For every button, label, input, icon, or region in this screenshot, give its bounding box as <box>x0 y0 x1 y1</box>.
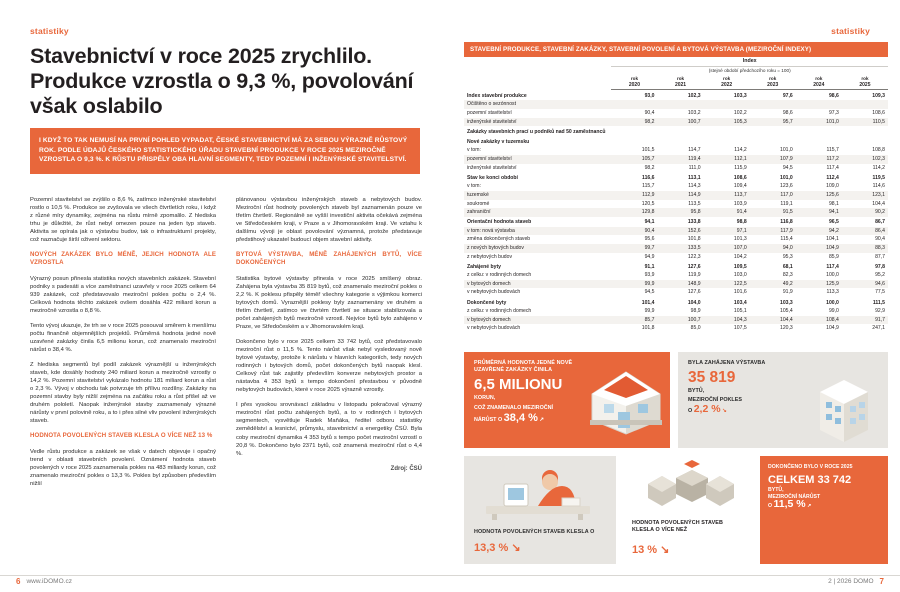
info-delta: 11,5 % <box>773 498 806 510</box>
page-number-right: 7 <box>879 577 884 586</box>
table-cell: 104,2 <box>733 253 747 260</box>
table-cell: 90,4 <box>644 110 655 117</box>
table-cell: 115,4 <box>780 236 793 243</box>
table-cell <box>704 136 750 146</box>
table-cell: 103,0 <box>733 272 747 279</box>
paragraph: I přes vysokou srovnávací základnu v listopadu pokračoval výrazný meziroční růst počtu zahájených bytů, a to v rodinných i bytových segmentech, vysvětluje Radek Maňáka, ředitel odboru statistiky zemědělství a lesnictví, průmyslu, stavebnictví a energetiky ČSÚ. Byla coby meziroční dynamika 4 353 bytů s tempo počet meziroční vzrostl o 20,8 %. Dokončeno bylo 2371 bytů, což znamená meziroční růst o 4,4 %. <box>236 402 422 457</box>
table-cell: 111,5 <box>872 299 885 306</box>
table-cell: 94,2 <box>828 227 839 234</box>
table-cell: 112,9 <box>642 191 655 198</box>
source-credit: Zdroj: ČSÚ <box>390 465 422 472</box>
table-row <box>464 200 888 209</box>
table-row <box>464 172 888 182</box>
table-cell: 104,9 <box>826 244 839 251</box>
info-note-2: NÁRŮST O 38,4 % ↗ <box>474 412 544 424</box>
table-row-label: pozemní stavitelství <box>467 110 512 117</box>
table-cell: 90,2 <box>875 209 885 216</box>
table-cell: 119,4 <box>688 156 701 163</box>
table-cell: 85,7 <box>644 316 655 323</box>
table-cell: 91,5 <box>782 209 793 216</box>
table-row <box>464 118 888 127</box>
subheading: NOVÝCH ZAKÁZEK BYLO MÉNĚ, JEJICH HODNOTA ALE VZROSTLA <box>30 251 216 267</box>
table-cell: 95,6 <box>644 236 655 243</box>
table-cell: 111,0 <box>688 164 701 171</box>
table-row-label: z celku: v rodinných domech <box>467 272 532 279</box>
info-value: 35 819 <box>688 369 736 386</box>
col-year-2024: rok 2024 <box>796 75 842 90</box>
info-delta: 13 % ↘ <box>632 544 670 556</box>
table-cell: 86,7 <box>875 219 885 226</box>
table-cell: 91,7 <box>875 316 885 323</box>
table-cell: 97,1 <box>736 227 747 234</box>
table-cell: 100,7 <box>687 316 701 323</box>
table-row <box>464 316 888 325</box>
worker-desk-illustration <box>478 462 598 520</box>
info-card-completed-flats <box>760 456 888 564</box>
table-cell: 100,7 <box>687 118 701 125</box>
info-note: MEZIROČNÍ POKLES <box>688 397 742 403</box>
table-cell: 103,3 <box>780 299 793 306</box>
info-note: COŽ ZNAMENALO MEZIROČNÍ <box>474 405 554 411</box>
table-cell: 113,7 <box>734 191 747 198</box>
table-row <box>464 280 888 289</box>
page-right <box>450 0 900 592</box>
table-row <box>464 288 888 297</box>
table-cell: 117,0 <box>780 191 793 198</box>
table-cell: 108,6 <box>872 110 885 117</box>
table-header-index-note: (stejné období předchozího roku = 100) <box>708 67 791 73</box>
table-cell: 148,9 <box>687 280 701 287</box>
table-cell: 112,4 <box>826 174 839 181</box>
info-card-started-flats <box>678 352 888 448</box>
table-row-label: změna dokončených staveb <box>467 236 531 243</box>
table-cell <box>657 126 703 136</box>
table-cell: 114,2 <box>734 147 747 154</box>
table-cell: 92,9 <box>875 308 885 315</box>
page-title: Stavebnictví v roce 2025 zrychlilo. Produkce vzrostla o 9,3 %, povolování však oslabilo <box>30 44 414 118</box>
table-cell: 117,9 <box>780 227 793 234</box>
col-year-2023: rok 2023 <box>750 75 796 90</box>
table-cell: 108,6 <box>733 174 747 181</box>
table-row-label: Zahájené byty <box>467 263 501 270</box>
footer-rule <box>0 575 450 576</box>
table-cell <box>657 136 703 146</box>
table-cell: 85,9 <box>828 253 839 260</box>
table-cell: 114,6 <box>872 183 885 190</box>
table-cell: 103,9 <box>733 200 747 207</box>
table-cell: 107,9 <box>780 156 793 163</box>
table-cell: 82,3 <box>782 272 793 279</box>
table-cell: 115,7 <box>826 147 839 154</box>
table-row <box>464 90 888 101</box>
table-cell <box>750 136 796 146</box>
table-row <box>464 217 888 227</box>
table-row <box>464 307 888 316</box>
table-cell <box>657 100 703 109</box>
table-row-label: Očištěno o sezónnost <box>467 101 516 108</box>
table-cell: 104,3 <box>733 316 747 323</box>
table-row-label: Orientační hodnota staveb <box>467 219 532 226</box>
info-note-2: O 2,2 % ↘ <box>688 403 727 415</box>
table-cell: 114,3 <box>688 183 701 190</box>
table-cell: 107,5 <box>733 325 747 332</box>
table-cell: 109,4 <box>733 183 747 190</box>
table-body <box>464 90 888 333</box>
info-value-unit: BYTŮ, <box>688 388 705 394</box>
table-cell: 98,2 <box>644 164 655 171</box>
info-card-permits-drop <box>624 456 752 564</box>
table-cell: 108,8 <box>872 147 885 154</box>
table-row-label: v tom: <box>467 147 481 154</box>
table-cell <box>842 126 888 136</box>
info-note-2: O 11,5 % ↗ <box>768 498 812 510</box>
table-cell: 127,6 <box>687 289 701 296</box>
table-cell <box>704 100 750 109</box>
table-row-label: v bytových domech <box>467 316 511 323</box>
table-cell: 116,8 <box>780 219 793 226</box>
table-row-label: inženýrské stavitelství <box>467 118 517 125</box>
infographic <box>464 352 888 564</box>
table-cell: 94,6 <box>875 280 885 287</box>
subheading: BYTOVÁ VÝSTAVBA, MÉNĚ ZAHÁJENÝCH BYTŮ, VÍCE DOKONČENÝCH <box>236 251 422 267</box>
table-row <box>464 109 888 118</box>
arrow-up-icon: ↗ <box>539 417 544 423</box>
table-cell: 116,6 <box>642 174 655 181</box>
info-note: MEZIROČNÍ NÁRŮST <box>768 494 821 500</box>
table-row <box>464 253 888 262</box>
table-cell: 91,9 <box>782 289 793 296</box>
table-cell: 110,5 <box>872 118 885 125</box>
table-row <box>464 261 888 271</box>
table-row <box>464 297 888 307</box>
table-cell: 99,9 <box>644 308 655 315</box>
table-cell: 98,6 <box>782 110 793 117</box>
table-cell: 90,4 <box>644 227 655 234</box>
col-year-2021: rok 2021 <box>657 75 703 90</box>
table-cell: 100,0 <box>826 299 839 306</box>
table-cell: 101,8 <box>687 236 701 243</box>
table-cell: 68,1 <box>782 263 793 270</box>
table-row <box>464 191 888 200</box>
table-cell: 88,3 <box>875 244 885 251</box>
footer-right <box>828 577 884 586</box>
paragraph: Výrazný posun přinesla statistika nových stavebních zakázek. Stavební podniky s padesáti a více zaměstnanci uzavřely v roce 2025 celkem 64 939 zakázek, což představovalo meziroční pokles počtu o 2,4 %. Celková hodnota těchto zakázek ovšem dosáhla 422 miliard korun a meziročně vzrostla o 8,8 %. <box>30 275 216 314</box>
table-row-label: Zakázky stavebních prací u podniků nad 50 zaměstnanců <box>467 128 606 135</box>
table-cell <box>704 126 750 136</box>
table-row <box>464 164 888 173</box>
table-cell: 99,0 <box>828 308 839 315</box>
table-cell: 101,3 <box>733 236 747 243</box>
paragraph: Dokončeno bylo v roce 2025 celkem 33 742 bytů, což představovalo meziroční růst o 11,5 %. Tento nárůst však nebyl vysledovaný nově bytové výstavby, protože k nárůstu v hlavních kategoriích, tedy nových rodinných i bytových domů, počet dokončených bytů naopak klesl. Celkový růst tak zajistily především konverze nebytových prostor a nástavba 4 353 bytů s tempo dokončení přestavbou v původně nebytových budovách, které v roce 2025 výrazně vzrostly. <box>236 339 422 394</box>
table-cell: 114,7 <box>688 147 701 154</box>
col-year-2022: rok 2022 <box>704 75 750 90</box>
table-row <box>464 136 888 146</box>
table-cell: 102,3 <box>687 92 701 99</box>
table-cell: 77,5 <box>875 289 885 296</box>
table-cell: 91,1 <box>644 263 655 270</box>
info-caption: HODNOTA POVOLENÝCH STAVEB KLESLA O VÍCE NEŽ <box>632 520 723 533</box>
table-cell: 98,1 <box>828 200 839 207</box>
subheading: HODNOTA POVOLENÝCH STAVEB KLESLA O VÍCE NEŽ 13 % <box>30 432 213 440</box>
table-cell: 85,0 <box>690 325 701 332</box>
info-value: CELKEM 33 742 <box>768 474 852 486</box>
table-row-label: zahraniční <box>467 209 491 216</box>
body-columns <box>30 196 422 556</box>
table-cell: 133,8 <box>687 219 701 226</box>
info-delta: 2,2 % <box>693 403 721 415</box>
table-cell: 122,3 <box>687 253 701 260</box>
table-cell: 101,6 <box>733 289 747 296</box>
table-cell: 94,1 <box>828 209 839 216</box>
table-row-label: v tom: <box>467 183 481 190</box>
website-label: www.iDOMO.cz <box>26 578 72 585</box>
table-cell: 125,9 <box>826 280 839 287</box>
table-cell: 101,0 <box>826 118 839 125</box>
paragraph: Z hlediska segmentů byl podíl zakázek výraznější u inženýrských staveb, kde dosáhly hodnoty 240 miliard korun a meziročně vzrostly o 14,2 %. Pozemní stavitelství vykázalo hodnotu 181 miliard korun a růst o 2,3 %. Vývoj v obchodu tak potvrzuje trh přílivu rozdílny. Zakázky na pozemní stavby byly nižší zejména na začátku roku a růst přišel až ve druhém pololetí. Naopak inženýrské stavby zaznamenaly výrazné nárůsty v první polovině roku, a to i přes silné vliv povolení inženýrských staveb. <box>30 362 216 425</box>
table-cell: 114,9 <box>688 191 701 198</box>
table-cell: 105,3 <box>733 118 747 125</box>
table-cell: 123,6 <box>780 183 793 190</box>
paragraph: Vedle růstu produkce a zakázek se však v datech objevuje i opačný trend v oblasti stavebních povolení. Oznámení hodnota staveb povolených v roce 2025 zaznamenala pokles na 483 miliardy korun, což znamenalo meziroční pokles o 13,3 %. Pokles byl způsoben především nižší <box>30 448 216 487</box>
table-cell: 99,9 <box>644 280 655 287</box>
body-column-2 <box>236 196 422 554</box>
table-row-label: Index stavební produkce <box>467 92 527 99</box>
table-cell: 87,7 <box>875 253 885 260</box>
col-year-2025: rok 2025 <box>842 75 888 90</box>
table-cell: 101,8 <box>641 325 655 332</box>
table-row-label: v nebytových budovách <box>467 325 521 332</box>
table-cell: 97,8 <box>875 263 885 270</box>
statistics-table <box>464 57 888 333</box>
table-row <box>464 271 888 280</box>
table-cell: 101,4 <box>641 299 655 306</box>
table-row-label: z nebytových budov <box>467 253 513 260</box>
table-cell: 129,8 <box>641 209 655 216</box>
table-row <box>464 146 888 155</box>
table-row-label: Nové zakázky v tuzemsku <box>467 138 530 145</box>
table-cell <box>611 126 657 136</box>
table-cell: 119,1 <box>780 200 793 207</box>
table-cell: 119,5 <box>872 174 885 181</box>
table-cell: 109,3 <box>872 92 885 99</box>
table-cell: 93,0 <box>644 92 655 99</box>
table-cell: 91,4 <box>736 209 747 216</box>
table-cell: 105,4 <box>780 308 793 315</box>
info-delta: 38,4 % <box>503 412 538 424</box>
issue-label: 2 | 2026 DOMO <box>828 578 874 585</box>
table-row-label: v bytových domech <box>467 280 511 287</box>
table-cell: 102,3 <box>872 156 885 163</box>
table-cell: 98,8 <box>736 219 747 226</box>
table-cell: 103,3 <box>733 92 747 99</box>
table-row-label: Dokončené byty <box>467 299 507 306</box>
col-year-2020: rok 2020 <box>611 75 657 90</box>
statistics-table-wrapper <box>464 42 888 333</box>
paragraph: plánovanou výstavbou inženýrských staveb a nebytových budov. Meziroční růst hodnoty povolených staveb byl zaznamenán pouze ve třetím čtvrtletí. Regionálně se vyšší investiční aktivita očekává zejména ve Středočeském kraji, v Praze a v Jihomoravském kraji. Ve vztahu k dalšímu vývoji je oblast povolování významná, protože představuje předstihový ukazatel budoucí objem stavební aktivity. <box>236 197 422 244</box>
table-cell: 101,5 <box>641 147 655 154</box>
table-row <box>464 235 888 244</box>
table-cell: 105,7 <box>641 156 655 163</box>
table-cell: 98,9 <box>690 308 701 315</box>
table-cell: 104,0 <box>687 299 701 306</box>
table-header-note <box>464 66 888 75</box>
table-row-label: v nebytových budovách <box>467 289 521 296</box>
table-row <box>464 182 888 191</box>
table-cell: 95,8 <box>690 209 701 216</box>
table-cell: 122,5 <box>733 280 747 287</box>
table-cell: 152,6 <box>687 227 701 234</box>
info-card-average-order <box>464 352 670 448</box>
table-cell: 123,1 <box>872 191 885 198</box>
table-cell: 108,4 <box>826 316 839 323</box>
table-cell: 117,4 <box>826 164 839 171</box>
table-cell: 94,1 <box>644 219 655 226</box>
table-row <box>464 244 888 253</box>
footer-rule <box>450 575 900 576</box>
body-column-1 <box>30 196 216 554</box>
table-row-label: pozemní stavitelství <box>467 156 512 163</box>
table-cell <box>842 100 888 109</box>
table-cell: 97,6 <box>782 92 793 99</box>
table-cell: 104,9 <box>826 325 839 332</box>
arrow-down-icon: ↘ <box>722 408 727 414</box>
table-row <box>464 126 888 136</box>
table-cell: 95,2 <box>875 272 885 279</box>
table-cell: 104,4 <box>872 200 885 207</box>
table-cell: 101,0 <box>780 147 793 154</box>
table-cell: 95,3 <box>782 253 793 260</box>
table-cell: 133,5 <box>687 244 701 251</box>
table-row <box>464 324 888 333</box>
table-cell: 109,5 <box>733 263 747 270</box>
table-cell: 90,4 <box>875 236 885 243</box>
table-row-label: tuzemské <box>467 191 489 198</box>
table-cell: 94,5 <box>644 289 655 296</box>
table-cell: 102,2 <box>733 110 747 117</box>
table-cell: 113,3 <box>826 289 839 296</box>
table-cell: 95,7 <box>782 118 793 125</box>
table-cell: 96,5 <box>828 219 839 226</box>
table-row-label: z nových bytových budov <box>467 244 524 251</box>
table-row-label: Stav ke konci období <box>467 174 518 181</box>
table-cell: 94,9 <box>644 253 655 260</box>
table-cell: 94,0 <box>782 244 793 251</box>
rubric-left: statistiky <box>30 26 69 36</box>
table-cell: 100,0 <box>826 272 839 279</box>
table-cell: 125,6 <box>826 191 839 198</box>
info-caption: PRŮMĚRNÁ HODNOTA JEDNÉ NOVĚ UZAVŘENÉ ZAKÁZKY ČINILA <box>474 360 573 373</box>
table-cell: 120,5 <box>641 200 655 207</box>
info-card-permits-value <box>464 456 616 564</box>
table-cell <box>796 126 842 136</box>
table-cell: 94,5 <box>782 164 793 171</box>
table-cell: 119,9 <box>688 272 701 279</box>
table-cell: 105,1 <box>733 308 747 315</box>
arrow-down-icon: ↘ <box>660 544 670 556</box>
info-value: 6,5 MILIONU <box>474 376 563 393</box>
table-cell: 93,9 <box>644 272 655 279</box>
table-cell: 98,2 <box>644 118 655 125</box>
table-cell: 101,0 <box>780 174 793 181</box>
page-number-left: 6 <box>16 577 21 586</box>
table-title: STAVEBNÍ PRODUKCE, STAVEBNÍ ZAKÁZKY, STAVEBNÍ POVOLENÍ A BYTOVÁ VÝSTAVBA (MEZIROČNÍ INDEXY) <box>464 42 888 57</box>
table-cell: 117,2 <box>826 156 839 163</box>
arrow-down-icon: ↘ <box>511 542 521 554</box>
table-row <box>464 208 888 217</box>
table-cell <box>611 136 657 146</box>
table-cell: 117,4 <box>826 263 839 270</box>
table-row <box>464 227 888 236</box>
table-row-label: inženýrské stavitelství <box>467 164 517 171</box>
table-cell: 107,0 <box>733 244 747 251</box>
table-row-label: v tom: nová výstavba <box>467 227 515 234</box>
table-cell <box>796 136 842 146</box>
table-cell: 104,1 <box>826 236 839 243</box>
house-row-illustration <box>630 458 746 510</box>
info-caption: DOKONČENO BYLO V ROCE 2025 <box>768 464 853 470</box>
table-cell: 109,0 <box>826 183 839 190</box>
table-cell: 113,1 <box>688 174 701 181</box>
table-cell: 112,1 <box>734 156 747 163</box>
table-cell: 49,2 <box>782 280 793 287</box>
table-cell <box>796 100 842 109</box>
paragraph: Pozemní stavitelství se zvýšilo o 8,6 %, zatímco inženýrské stavitelství rostlo o 10,5 %. Produkce se zvyšovala ve všech čtvrtletích roku, i když z různé míry dynamiky, zejména na růstu mírně zpomalilo. Z hlediska trhu je důležité, že růst nebyl omezen pouze na jeden typ staveb. Aktivita se opírala jak o výstavbu budov, tak o infrastrukturní projekty, což naznačuje širší oživení sektoru. <box>30 197 216 244</box>
table-row <box>464 155 888 164</box>
table-cell: 247,1 <box>872 325 885 332</box>
table-row <box>464 100 888 109</box>
table-cell: 98,6 <box>828 92 839 99</box>
paragraph: Statistika bytové výstavby přinesla v roce 2025 smíšený obraz. Zahájena byla výstavba 35 819 bytů, což znamenalo meziroční pokles o 2,2 %. K poklesu přispěly téměř všechny kategorie s výjimkou komerci bytových domů. Vyraznější poklesy byly zaznamenány ve druhém a třetím čtvrtletí, zatímco ve čtvrtém čtvrtletí se situace stabilizovala a počet zahájených bytů meziročně vzrostl. Nejvíce bytů bylo zahájeno v Praze, ve Středočeském a v Jihomoravském kraji. <box>236 275 422 330</box>
table-cell: 120,3 <box>780 325 793 332</box>
rubric-right: statistiky <box>831 26 870 36</box>
info-value-unit: KORUN, <box>474 395 496 401</box>
arrow-up-icon: ↗ <box>807 503 812 509</box>
table-cell: 127,6 <box>687 263 701 270</box>
info-delta: 13,3 % ↘ <box>474 542 521 554</box>
table-cell: 86,4 <box>875 227 885 234</box>
info-caption: HODNOTA POVOLENÝCH STAVEB KLESLA O <box>474 529 595 535</box>
table-row-label: z celku: v rodinných domech <box>467 308 532 315</box>
table-cell: 103,4 <box>733 299 747 306</box>
table-cell: 115,9 <box>734 164 747 171</box>
info-caption: BYLA ZAHÁJENA VÝSTAVBA <box>688 360 766 366</box>
paragraph: Tento vývoj ukazuje, že trh se v roce 2025 posouval směrem k menšímu počtu finančně objemnějších projektů. Průměrná hodnota jedné nově uzavřené zakázky činila 6,5 milionu korun, což znamenalo meziroční nárůst o 38,4 %. <box>30 322 216 354</box>
table-cell: 115,7 <box>642 183 655 190</box>
footer-left <box>16 577 72 586</box>
table-cell <box>750 100 796 109</box>
table-cell <box>750 126 796 136</box>
table-header-index: Index <box>611 57 888 66</box>
house-illustration <box>584 368 668 438</box>
table-header-group <box>464 57 888 66</box>
table-cell: 103,2 <box>687 110 701 117</box>
table-cell <box>611 100 657 109</box>
table-cell: 104,4 <box>780 316 793 323</box>
table-row-label: soukromé <box>467 200 490 207</box>
lead-paragraph: I KDYŽ TO TAK NEMUSÍ NA PRVNÍ POHLED VYPADAT, ČESKÉ STAVEBNICTVÍ MÁ ZA SEBOU VÝRAZNĚ RŮSTOVÝ ROK. PODLE ÚDAJŮ ČESKÉHO STATISTICKÉHO ÚŘADU STAVEBNÍ PRODUKCE V ROCE 2025 MEZIROČNĚ VZROSTLA O 9,3 %. K RŮSTU PŘISPĚLY OBA HLAVNÍ SEGMENTY, TEDY POZEMNÍ I INŽENÝRSKÉ STAVITELSTVÍ. <box>30 128 420 174</box>
apartment-illustration <box>810 372 880 444</box>
table-header-years <box>464 75 888 90</box>
table-cell: 113,5 <box>688 200 701 207</box>
table-cell: 97,3 <box>828 110 839 117</box>
table-cell: 99,7 <box>644 244 655 251</box>
table-cell <box>842 136 888 146</box>
info-value-unit: BYTŮ, <box>768 487 784 493</box>
table-cell: 114,2 <box>872 164 885 171</box>
